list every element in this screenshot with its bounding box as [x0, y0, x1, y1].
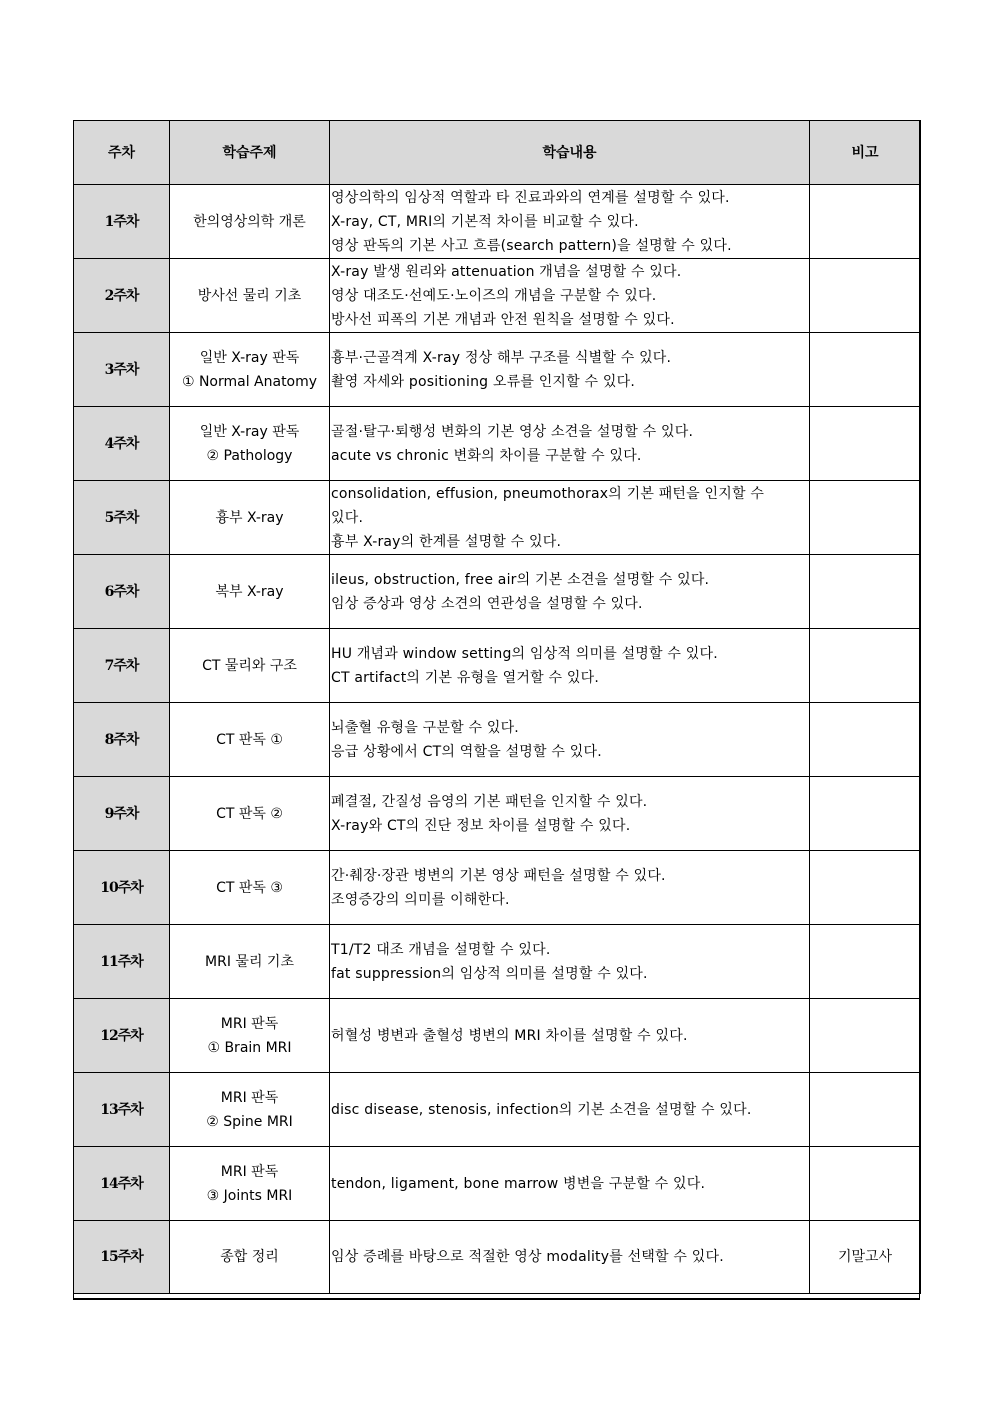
topic-line: CT 물리와 구조 — [202, 657, 297, 674]
topic-cell — [170, 555, 330, 629]
table-row — [74, 703, 921, 777]
content-cell — [330, 555, 810, 629]
content-cell — [330, 925, 810, 999]
topic-line: ③ Joints MRI — [206, 1187, 293, 1204]
week-cell: 14주차 — [74, 1147, 170, 1221]
table-row — [74, 925, 921, 999]
content-line: consolidation, effusion, pneumothorax의 기본 패턴을 인지할 수 — [331, 485, 765, 502]
topic-line: ① Normal Anatomy — [181, 373, 318, 390]
topic-line: CT 판독 ③ — [216, 879, 283, 896]
content-cell — [330, 999, 810, 1073]
topic-line: ② Spine MRI — [206, 1113, 293, 1130]
content-line: 흉부·근골격계 X-ray 정상 해부 구조를 식별할 수 있다. — [331, 349, 672, 366]
content-cell — [330, 777, 810, 851]
header-week: 주차 — [74, 121, 170, 185]
content-line: 임상 증례를 바탕으로 적절한 영상 modality를 선택할 수 있다. — [331, 1249, 724, 1265]
table-row — [74, 407, 921, 481]
week-cell: 8주차 — [74, 703, 170, 777]
topic-cell — [170, 999, 330, 1073]
note-cell: 기말고사 — [810, 1221, 921, 1294]
topic-cell — [170, 333, 330, 407]
topic-cell — [170, 1221, 330, 1294]
content-line: 임상 증상과 영상 소견의 연관성을 설명할 수 있다. — [331, 595, 643, 612]
topic-line: MRI 판독 — [220, 1089, 279, 1106]
content-line: 조영증강의 의미를 이해한다. — [331, 891, 510, 908]
week-cell: 11주차 — [74, 925, 170, 999]
content-line: disc disease, stenosis, infection의 기본 소견을 설명할 수 있다. — [331, 1101, 752, 1118]
note-cell — [810, 703, 921, 777]
week-cell: 9주차 — [74, 777, 170, 851]
note-cell — [810, 259, 921, 333]
note-cell — [810, 555, 921, 629]
table-row — [74, 1147, 921, 1221]
topic-line: ② Pathology — [206, 447, 293, 464]
week-cell: 7주차 — [74, 629, 170, 703]
week-cell: 13주차 — [74, 1073, 170, 1147]
topic-line: 한의영상의학 개론 — [193, 213, 306, 230]
note-cell — [810, 777, 921, 851]
content-line: 촬영 자세와 positioning 오류를 인지할 수 있다. — [331, 373, 635, 390]
header-topic: 학습주제 — [170, 121, 330, 185]
note-cell — [810, 629, 921, 703]
topic-cell — [170, 1147, 330, 1221]
syllabus-table — [73, 120, 921, 1294]
content-line: 방사선 피폭의 기본 개념과 안전 원칙을 설명할 수 있다. — [331, 311, 675, 328]
topic-cell — [170, 259, 330, 333]
week-cell: 3주차 — [74, 333, 170, 407]
topic-line: 방사선 물리 기초 — [197, 287, 302, 304]
content-line: X-ray, CT, MRI의 기본적 차이를 비교할 수 있다. — [331, 213, 639, 230]
content-cell — [330, 851, 810, 925]
week-cell: 2주차 — [74, 259, 170, 333]
topic-cell — [170, 629, 330, 703]
week-cell: 1주차 — [74, 185, 170, 259]
content-line: fat suppression의 임상적 의미를 설명할 수 있다. — [331, 965, 648, 982]
header-content: 학습내용 — [330, 121, 810, 185]
content-line: 영상 대조도·선예도·노이즈의 개념을 구분할 수 있다. — [331, 287, 657, 304]
topic-cell — [170, 925, 330, 999]
week-cell: 5주차 — [74, 481, 170, 555]
topic-cell — [170, 851, 330, 925]
topic-line: 복부 X-ray — [215, 583, 284, 600]
table-row — [74, 1221, 921, 1294]
topic-line: 흉부 X-ray — [215, 509, 284, 526]
topic-cell — [170, 1073, 330, 1147]
content-line: ileus, obstruction, free air의 기본 소견을 설명할 수 있다. — [331, 571, 710, 588]
table-row — [74, 185, 921, 259]
content-line: acute vs chronic 변화의 차이를 구분할 수 있다. — [331, 447, 642, 464]
content-cell — [330, 1221, 810, 1294]
content-cell — [330, 481, 810, 555]
syllabus-body — [74, 185, 921, 1294]
topic-cell — [170, 185, 330, 259]
note-cell — [810, 481, 921, 555]
note-cell — [810, 1147, 921, 1221]
table-row — [74, 555, 921, 629]
content-line: CT artifact의 기본 유형을 열거할 수 있다. — [331, 669, 599, 686]
week-cell: 15주차 — [74, 1221, 170, 1294]
topic-cell — [170, 703, 330, 777]
topic-cell — [170, 407, 330, 481]
topic-line: MRI 판독 — [220, 1015, 279, 1032]
content-line: X-ray 발생 원리와 attenuation 개념을 설명할 수 있다. — [331, 263, 682, 280]
content-cell — [330, 333, 810, 407]
content-line: X-ray와 CT의 진단 정보 차이를 설명할 수 있다. — [331, 817, 631, 834]
week-cell: 4주차 — [74, 407, 170, 481]
content-line: HU 개념과 window setting의 임상적 의미를 설명할 수 있다. — [331, 645, 718, 662]
week-cell: 6주차 — [74, 555, 170, 629]
note-cell — [810, 407, 921, 481]
note-cell — [810, 999, 921, 1073]
topic-line: 일반 X-ray 판독 — [199, 349, 300, 366]
note-cell — [810, 925, 921, 999]
content-cell — [330, 703, 810, 777]
topic-line: ① Brain MRI — [207, 1039, 292, 1056]
table-row — [74, 1073, 921, 1147]
content-line: 있다. — [331, 509, 364, 526]
table-row — [74, 851, 921, 925]
note-cell — [810, 1073, 921, 1147]
content-cell — [330, 259, 810, 333]
content-line: tendon, ligament, bone marrow 병변을 구분할 수 있다. — [331, 1175, 706, 1192]
table-row — [74, 259, 921, 333]
content-line: 영상 판독의 기본 사고 흐름(search pattern)을 설명할 수 있다. — [331, 237, 732, 254]
topic-line: 일반 X-ray 판독 — [199, 423, 300, 440]
content-cell — [330, 1073, 810, 1147]
content-line: 뇌출혈 유형을 구분할 수 있다. — [331, 719, 519, 736]
table-row — [74, 333, 921, 407]
content-line: 폐결절, 간질성 음영의 기본 패턴을 인지할 수 있다. — [331, 793, 648, 810]
content-line: T1/T2 대조 개념을 설명할 수 있다. — [331, 941, 551, 958]
note-cell — [810, 851, 921, 925]
table-row — [74, 481, 921, 555]
content-line: 응급 상황에서 CT의 역할을 설명할 수 있다. — [331, 743, 602, 760]
note-cell — [810, 185, 921, 259]
content-line: 허혈성 병변과 출혈성 병변의 MRI 차이를 설명할 수 있다. — [331, 1027, 688, 1044]
topic-line: CT 판독 ② — [216, 805, 283, 822]
table-row — [74, 629, 921, 703]
content-line: 흉부 X-ray의 한계를 설명할 수 있다. — [331, 533, 562, 550]
week-cell: 12주차 — [74, 999, 170, 1073]
topic-line: MRI 물리 기초 — [205, 953, 294, 970]
topic-line: 종합 정리 — [220, 1249, 279, 1265]
content-cell — [330, 407, 810, 481]
week-cell: 10주차 — [74, 851, 170, 925]
content-cell — [330, 185, 810, 259]
content-line: 영상의학의 임상적 역할과 타 진료과와의 연계를 설명할 수 있다. — [331, 189, 730, 206]
topic-line: CT 판독 ① — [216, 731, 283, 748]
note-cell — [810, 333, 921, 407]
content-cell — [330, 1147, 810, 1221]
header-row — [74, 121, 921, 185]
topic-line: MRI 판독 — [220, 1163, 279, 1180]
topic-cell — [170, 777, 330, 851]
header-note: 비고 — [810, 121, 921, 185]
table-row — [74, 999, 921, 1073]
content-line: 골절·탈구·퇴행성 변화의 기본 영상 소견을 설명할 수 있다. — [331, 423, 694, 440]
table-row — [74, 777, 921, 851]
topic-cell — [170, 481, 330, 555]
content-cell — [330, 629, 810, 703]
content-line: 간·췌장·장관 병변의 기본 영상 패턴을 설명할 수 있다. — [331, 867, 666, 884]
